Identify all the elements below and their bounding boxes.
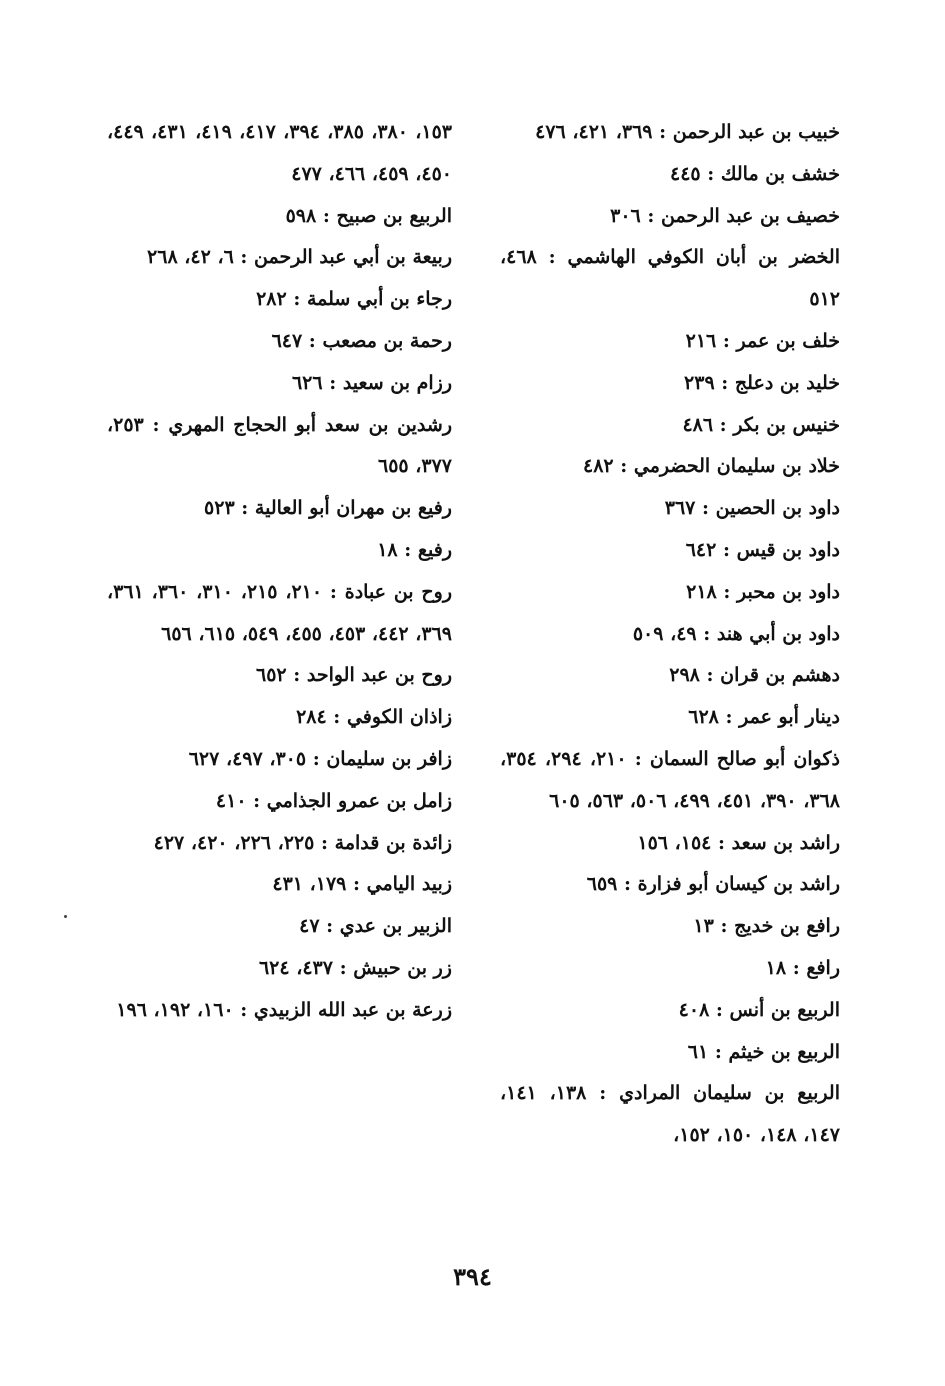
entry-name: راشد بن سعد bbox=[731, 831, 840, 854]
entry-pages: ٢٥٣، ٣٧٧، ٦٥٥ bbox=[107, 413, 452, 478]
entry-name: روح بن عبد الواحد bbox=[306, 664, 452, 687]
entry-name: خليد بن دعلج bbox=[734, 371, 840, 394]
index-entry: خلاد بن سليمان الحضرمي : ٤٨٢ bbox=[583, 455, 840, 478]
entry-pages: ١٨ bbox=[377, 538, 398, 561]
index-entry: زبيد اليامي : ١٧٩، ٤٣١ bbox=[272, 873, 452, 896]
index-entry: الربيع بن أنس : ٤٠٨ bbox=[678, 998, 840, 1021]
entry-pages: ١٨ bbox=[765, 956, 787, 979]
entry-name: الربيع بن أنس bbox=[729, 998, 840, 1021]
entry-name: زاذان الكوفي bbox=[346, 706, 452, 729]
entry-name: رشدين بن سعد أبو الحجاج المهري bbox=[168, 413, 453, 436]
index-entry: رفيع بن مهران أبو العالية : ٥٢٣ bbox=[204, 497, 452, 520]
entry-name: رجاء بن أبي سلمة bbox=[306, 288, 452, 311]
entry-pages: ٤٣٧، ٦٢٤ bbox=[258, 956, 333, 979]
entry-name: الربيع بن سليمان المرادي bbox=[619, 1082, 840, 1105]
entry-name: خلاد بن سليمان الحضرمي bbox=[633, 455, 840, 478]
index-entry: روح بن عبادة : ٢١٠، ٢١٥، ٣١٠، ٣٦٠، ٣٦١، ٣٦٩، ٤٤٢، ٤٥٣، ٤٥٥، ٥٤٩، ٦١٥، ٦٥٦ bbox=[107, 580, 453, 645]
entry-name: الزبير بن عدي bbox=[339, 915, 452, 938]
index-entry: رفيع : ١٨ bbox=[377, 538, 452, 561]
entry-name: دينار أبو عمر bbox=[739, 706, 840, 729]
entry-pages: ١٥٤، ١٥٦ bbox=[637, 831, 712, 854]
index-entry: داود بن أبي هند : ٤٩، ٥٠٩ bbox=[632, 622, 840, 645]
entry-pages: ٢١٠، ٢١٥، ٣١٠، ٣٦٠، ٣٦١، ٣٦٩، ٤٤٢، ٤٥٣، ٤٥٥، ٥٤٩، ٦١٥، ٦٥٦ bbox=[107, 580, 452, 645]
index-entry: داود بن قيس : ٦٤٢ bbox=[685, 538, 840, 561]
entry-pages: ١٧٩، ٤٣١ bbox=[272, 873, 347, 896]
entry-name: خشف بن مالك bbox=[720, 162, 840, 185]
entry-pages: ١٥٣، ٣٨٠، ٣٨٥، ٣٩٤، ٤١٧، ٤١٩، ٤٣١، ٤٤٩، ٤٥٠، ٤٥٩، ٤٦٦، ٤٧٧ bbox=[107, 121, 452, 185]
index-entry: الزبير بن عدي : ٤٧ bbox=[299, 915, 452, 938]
entry-pages: ٤٨٦ bbox=[682, 413, 714, 436]
entry-name: راشد بن كيسان أبو فزارة bbox=[637, 873, 840, 896]
index-entry: ربيعة بن أبي عبد الرحمن : ٦، ٤٢، ٢٦٨ bbox=[147, 246, 452, 269]
index-entry: راشد بن سعد : ١٥٤، ١٥٦ bbox=[637, 831, 840, 854]
entry-pages: ٦٢٦ bbox=[291, 371, 323, 394]
index-entry: دينار أبو عمر : ٦٢٨ bbox=[688, 706, 840, 729]
entry-pages: ٤٧ bbox=[299, 915, 320, 938]
index-entry: ذكوان أبو صالح السمان : ٢١٠، ٢٩٤، ٣٥٤، ٣٦٨، ٣٩٠، ٤٥١، ٤٩٩، ٥٠٦، ٥٦٣، ٦٠٥ bbox=[500, 747, 840, 812]
index-column-right bbox=[500, 112, 840, 1157]
entry-pages: ٢١٦ bbox=[685, 329, 717, 352]
index-entry: رافع بن خديج : ١٣ bbox=[693, 915, 840, 938]
entry-name: داود بن محبر bbox=[736, 580, 840, 603]
entry-pages: ٦٥٩ bbox=[586, 873, 618, 896]
entry-name: دهشم بن قران bbox=[720, 664, 840, 687]
entry-pages: ٦٤٢ bbox=[685, 538, 717, 561]
index-entry: رزام بن سعيد : ٦٢٦ bbox=[291, 371, 452, 394]
index-entry: خشف بن مالك : ٤٤٥ bbox=[670, 162, 840, 185]
scan-speck bbox=[64, 915, 67, 918]
index-entry: زرعة بن عبد الله الزبيدي : ١٦٠، ١٩٢، ١٩٦ bbox=[116, 998, 452, 1021]
entry-pages: ٤٩، ٥٠٩ bbox=[632, 622, 697, 645]
entry-name: رافع bbox=[806, 956, 840, 979]
entry-pages: ٦١ bbox=[687, 1040, 709, 1063]
entry-name: زامل بن عمرو الجذامي bbox=[266, 789, 452, 812]
index-entry: زامل بن عمرو الجذامي : ٤١٠ bbox=[215, 789, 452, 812]
entry-name: داود بن قيس bbox=[736, 538, 840, 561]
entry-pages: ٦٥٢ bbox=[255, 664, 287, 687]
entry-name: الربيع بن صبيح bbox=[336, 204, 452, 227]
index-entry: رشدين بن سعد أبو الحجاج المهري : ٢٥٣، ٣٧٧، ٦٥٥ bbox=[107, 413, 453, 478]
index-entry: الربيع بن صبيح : ٥٩٨ bbox=[285, 204, 452, 227]
entry-name: زافر بن سليمان bbox=[326, 747, 452, 770]
entry-name: الربيع بن خيثم bbox=[728, 1040, 840, 1063]
index-entry: رافع : ١٨ bbox=[765, 956, 840, 979]
entry-name: خلف بن عمر bbox=[736, 329, 840, 352]
index-entry bbox=[107, 112, 452, 196]
entry-name: ذكوان أبو صالح السمان bbox=[649, 747, 840, 770]
entry-name: زر بن حبيش bbox=[353, 956, 452, 979]
entry-pages: ١٣٨، ١٤١، ١٤٧، ١٤٨، ١٥٠، ١٥٢، bbox=[500, 1082, 840, 1147]
entry-pages: ٢١٠، ٢٩٤، ٣٥٤، ٣٦٨، ٣٩٠، ٤٥١، ٤٩٩، ٥٠٦، ٥٦٣، ٦٠٥ bbox=[500, 747, 840, 812]
entry-pages: ٤١٠ bbox=[215, 789, 247, 812]
index-entry: راشد بن كيسان أبو فزارة : ٦٥٩ bbox=[586, 873, 840, 896]
index-entry: داود بن محبر : ٢١٨ bbox=[686, 580, 840, 603]
entry-name: زائدة بن قدامة bbox=[334, 831, 452, 854]
entry-pages: ٦، ٤٢، ٢٦٨ bbox=[147, 246, 234, 269]
index-column-left bbox=[107, 112, 452, 1032]
entry-pages: ٢١٨ bbox=[686, 580, 717, 603]
index-entry: دهشم بن قران : ٢٩٨ bbox=[669, 664, 840, 687]
index-entry: الربيع بن خيثم : ٦١ bbox=[687, 1040, 840, 1063]
entry-pages: ٣٠٥، ٤٩٧، ٦٢٧ bbox=[188, 747, 307, 770]
entry-name: داود بن أبي هند bbox=[716, 622, 840, 645]
entry-pages: ٢٩٨ bbox=[669, 664, 700, 687]
entry-name: ربيعة بن أبي عبد الرحمن bbox=[254, 246, 452, 269]
index-entry: زر بن حبيش : ٤٣٧، ٦٢٤ bbox=[258, 956, 452, 979]
index-entry: زافر بن سليمان : ٣٠٥، ٤٩٧، ٦٢٧ bbox=[188, 747, 452, 770]
entry-name: خنيس بن بكر bbox=[733, 413, 840, 436]
entry-pages: ٤٠٨ bbox=[678, 998, 710, 1021]
index-entry: الربيع بن سليمان المرادي : ١٣٨، ١٤١، ١٤٧، ١٤٨، ١٥٠، ١٥٢، bbox=[500, 1082, 840, 1147]
index-entry: خبيب بن عبد الرحمن : ٣٦٩، ٤٢١، ٤٧٦ bbox=[535, 121, 840, 143]
entry-pages: ٣٠٦ bbox=[610, 204, 641, 227]
entry-pages: ٢٣٩ bbox=[684, 371, 715, 394]
index-entry: زاذان الكوفي : ٢٨٤ bbox=[296, 706, 452, 729]
entry-name: داود بن الحصين bbox=[715, 497, 840, 520]
entry-pages: ٤٨٢ bbox=[583, 455, 614, 478]
index-entry: خليد بن دعلج : ٢٣٩ bbox=[684, 371, 840, 394]
entry-name: رزام بن سعيد bbox=[342, 371, 452, 394]
entry-name: خصيف بن عبد الرحمن bbox=[660, 204, 840, 227]
entry-pages: ١٣ bbox=[693, 915, 714, 938]
index-entry: خنيس بن بكر : ٤٨٦ bbox=[682, 413, 840, 436]
entry-pages: ٦٢٨ bbox=[688, 706, 719, 729]
entry-pages: ٢٨٤ bbox=[296, 706, 327, 729]
page-number: ٣٩٤ bbox=[453, 1262, 492, 1291]
entry-pages: ٥٢٣ bbox=[204, 497, 235, 520]
entry-pages: ٤٦٨، ٥١٢ bbox=[500, 246, 840, 311]
entry-pages: ٥٩٨ bbox=[285, 204, 317, 227]
entry-pages: ٣٦٧ bbox=[664, 497, 696, 520]
entry-pages: ٣٦٩، ٤٢١، ٤٧٦ bbox=[535, 121, 653, 143]
index-entry: داود بن الحصين : ٣٦٧ bbox=[664, 497, 840, 520]
entry-name: زبيد اليامي bbox=[366, 873, 452, 896]
entry-name: رافع بن خديج bbox=[734, 915, 840, 938]
index-entry: رجاء بن أبي سلمة : ٢٨٢ bbox=[256, 288, 452, 311]
index-entry: رحمة بن مصعب : ٦٤٧ bbox=[271, 329, 452, 352]
entry-pages: ٢٢٥، ٢٢٦، ٤٢٠، ٤٢٧ bbox=[153, 831, 315, 854]
entry-name: رفيع بن مهران أبو العالية bbox=[254, 497, 452, 520]
index-entry: الخضر بن أبان الكوفي الهاشمي : ٤٦٨، ٥١٢ bbox=[500, 246, 840, 311]
index-entry: خلف بن عمر : ٢١٦ bbox=[685, 329, 840, 352]
entry-name: روح بن عبادة bbox=[344, 580, 453, 603]
entry-pages: ٢٨٢ bbox=[256, 288, 287, 311]
index-entry: روح بن عبد الواحد : ٦٥٢ bbox=[255, 664, 452, 687]
entry-name: خبيب بن عبد الرحمن bbox=[672, 121, 840, 143]
entry-name: رحمة بن مصعب bbox=[322, 329, 452, 352]
entry-pages: ٦٤٧ bbox=[271, 329, 303, 352]
entry-pages: ١٦٠، ١٩٢، ١٩٦ bbox=[116, 998, 234, 1021]
entry-name: رفيع bbox=[417, 538, 452, 561]
index-entry: زائدة بن قدامة : ٢٢٥، ٢٢٦، ٤٢٠، ٤٢٧ bbox=[153, 831, 452, 854]
entry-name: الخضر بن أبان الكوفي الهاشمي bbox=[567, 246, 840, 269]
index-entry: خصيف بن عبد الرحمن : ٣٠٦ bbox=[610, 204, 840, 227]
entry-pages: ٤٤٥ bbox=[670, 162, 701, 185]
entry-name: زرعة بن عبد الله الزبيدي bbox=[253, 998, 452, 1021]
